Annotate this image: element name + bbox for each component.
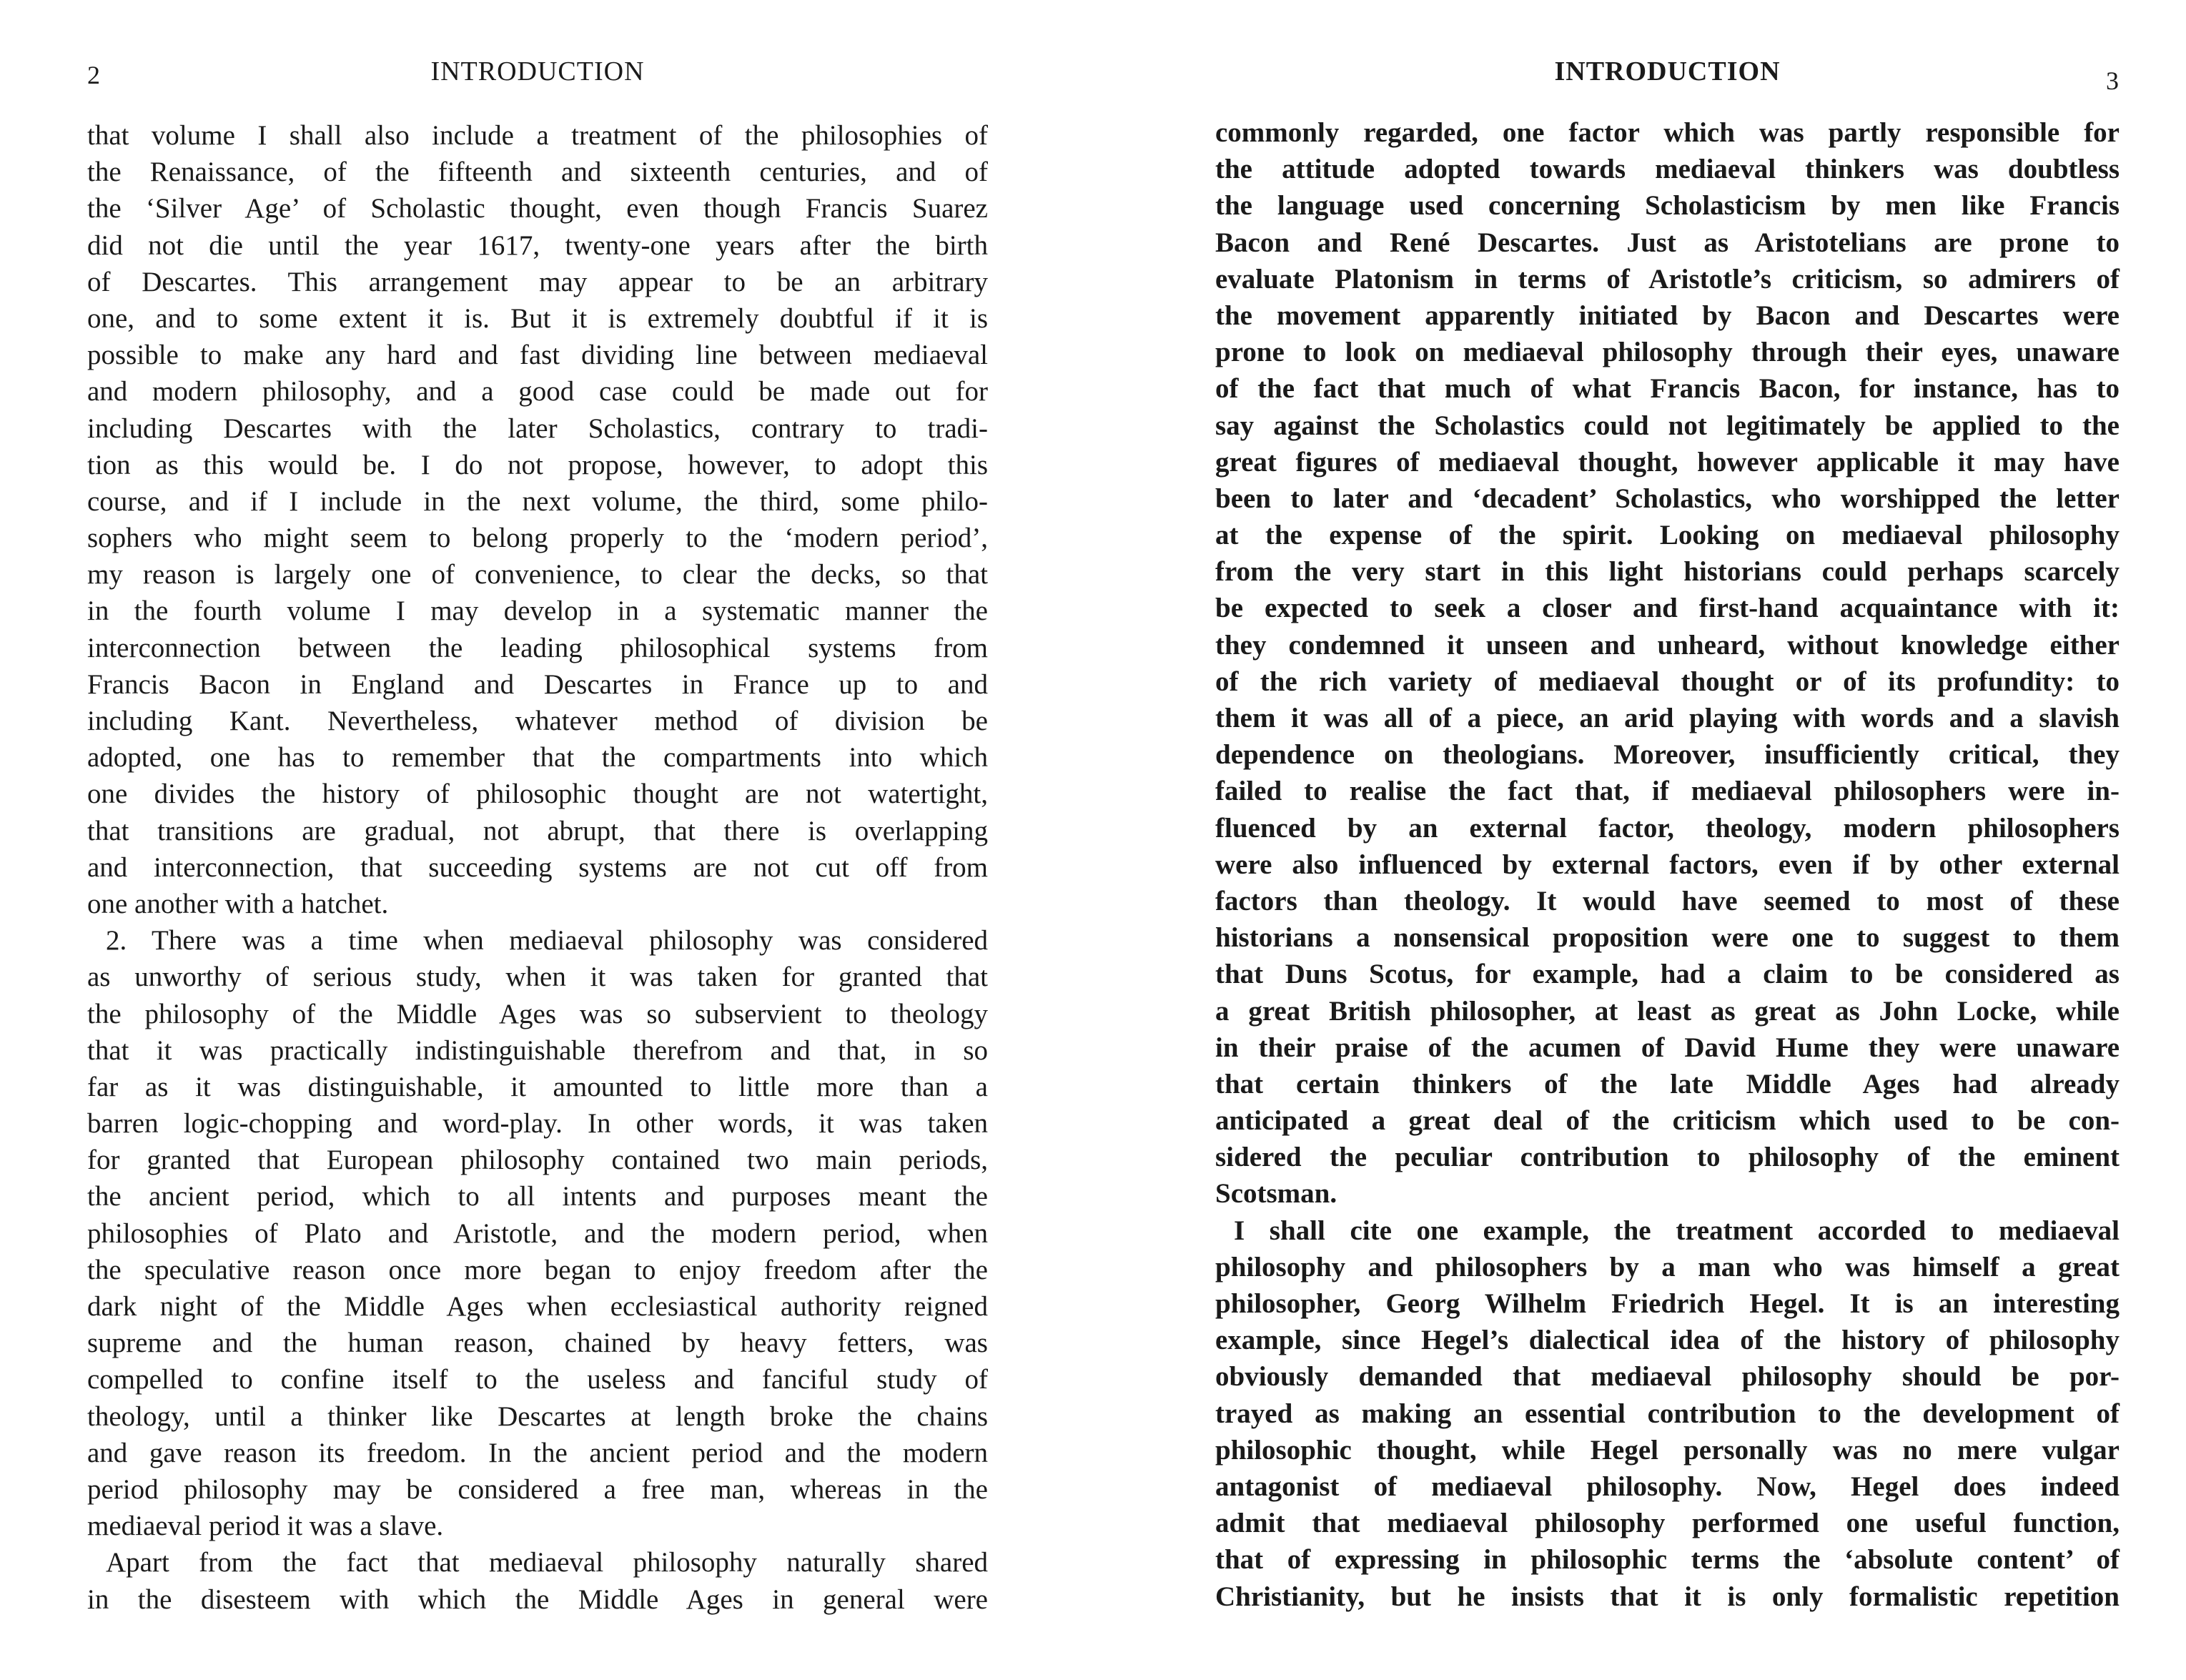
text-line: that Duns Scotus, for example, had a claim to be considered as <box>1215 959 2120 990</box>
right-body-text <box>1215 114 2120 1615</box>
text-line: interconnection between the leading philosophical systems from <box>87 632 988 663</box>
text-line: for granted that European philosophy contained two main periods, <box>87 1145 988 1176</box>
text-line: factors than theology. It would have seemed to most of these <box>1215 885 2120 916</box>
text-line: dependence on theologians. Moreover, insufficiently critical, they <box>1215 739 2120 771</box>
text-line: admit that mediaeval philosophy performed one useful function, <box>1215 1508 2120 1539</box>
text-line: including Kant. Nevertheless, whatever method of division be <box>87 706 988 736</box>
text-line: mediaeval period it was a slave. <box>87 1511 444 1542</box>
text-line: and modern philosophy, and a good case could be made out for <box>87 376 988 407</box>
text-line: Scotsman. <box>1215 1178 1337 1210</box>
right-page-number: 3 <box>2106 66 2120 95</box>
text-line: the movement apparently initiated by Bacon and Descartes were <box>1215 300 2120 331</box>
right-running-title: INTRODUCTION <box>1554 56 1781 87</box>
text-line: Francis Bacon in England and Descartes in France up to and <box>87 668 988 700</box>
left-running-title: INTRODUCTION <box>430 56 645 87</box>
text-line: of the rich variety of mediaeval thought or of its profundity: to <box>1215 666 2120 697</box>
text-line: fluenced by an external factor, theology, modern philosophers <box>1215 812 2120 844</box>
text-line: the ancient period, which to all intents and purposes meant the <box>87 1181 988 1212</box>
text-line: as unworthy of serious study, when it was taken for granted that <box>87 962 988 993</box>
text-line: the ‘Silver Age’ of Scholastic thought, even though Francis Suarez <box>87 193 988 224</box>
text-line: Christianity, but he insists that it is only formalistic repetition <box>1215 1581 2120 1612</box>
text-line: the language used concerning Scholasticism by men like Francis <box>1215 190 2120 222</box>
text-line: one another with a hatchet. <box>87 888 389 919</box>
text-line: sidered the peculiar contribution to philosophy of the eminent <box>1215 1142 2120 1173</box>
text-line: philosophies of Plato and Aristotle, and the modern period, when <box>87 1217 988 1249</box>
left-body-text <box>87 117 988 1618</box>
text-line: they condemned it unseen and unheard, without knowledge either <box>1215 629 2120 661</box>
text-line: including Descartes with the later Scholastics, contrary to tradi- <box>87 412 988 444</box>
text-line: were also influenced by external factors, even if by other external <box>1215 849 2120 880</box>
text-line: adopted, one has to remember that the compartments into which <box>87 742 988 774</box>
text-line: I shall cite one example, the treatment accorded to mediaeval <box>1234 1215 2120 1246</box>
text-line: be expected to seek a closer and first-hand acquaintance with it: <box>1215 593 2120 624</box>
text-line: prone to look on mediaeval philosophy through their eyes, unaware <box>1215 337 2120 368</box>
text-line: say against the Scholastics could not legitimately be applied to the <box>1215 410 2120 441</box>
left-page <box>87 0 988 1618</box>
text-line: and gave reason its freedom. In the ancient period and the modern <box>87 1437 988 1468</box>
text-line: great figures of mediaeval thought, however applicable it may have <box>1215 446 2120 478</box>
text-line: commonly regarded, one factor which was partly responsible for <box>1215 117 2120 148</box>
text-line: and interconnection, that succeeding systems are not cut off from <box>87 851 988 883</box>
text-line: Apart from the fact that mediaeval philosophy naturally shared <box>106 1547 988 1578</box>
text-line: one, and to some extent it is. But it is extremely doubtful if it is <box>87 302 988 334</box>
text-line: the attitude adopted towards mediaeval thinkers was doubtless <box>1215 154 2120 185</box>
text-line: philosophy and philosophers by a man who was himself a great <box>1215 1251 2120 1283</box>
text-line: them it was all of a piece, an arid playing with words and a slavish <box>1215 703 2120 733</box>
text-line: that certain thinkers of the late Middle Ages had already <box>1215 1068 2120 1100</box>
text-line: at the expense of the spirit. Looking on mediaeval philosophy <box>1215 520 2120 551</box>
left-running-head <box>87 56 988 99</box>
text-line: that it was practically indistinguishable therefrom and that, in so <box>87 1034 988 1066</box>
text-line: been to later and ‘decadent’ Scholastics, who worshipped the letter <box>1215 483 2120 514</box>
text-line: philosopher, Georg Wilhelm Friedrich Hegel. It is an interesting <box>1215 1288 2120 1319</box>
text-line: course, and if I include in the next volume, the third, some philo- <box>87 485 988 517</box>
text-line: antagonist of mediaeval philosophy. Now, Hegel does indeed <box>1215 1471 2120 1502</box>
text-line: one divides the history of philosophic thought are not watertight, <box>87 779 988 810</box>
text-line: period philosophy may be considered a free man, whereas in the <box>87 1473 988 1505</box>
right-running-head <box>1215 56 2120 99</box>
text-line: obviously demanded that mediaeval philosophy should be por- <box>1215 1361 2120 1393</box>
right-page <box>1215 0 2120 1615</box>
text-line: 2. There was a time when mediaeval philosophy was considered <box>106 925 988 957</box>
text-line: a great British philosopher, at least as great as John Locke, while <box>1215 995 2120 1027</box>
left-page-number: 2 <box>87 61 101 89</box>
text-line: Bacon and René Descartes. Just as Aristotelians are prone to <box>1215 227 2120 258</box>
text-line: far as it was distinguishable, it amounted to little more than a <box>87 1071 988 1102</box>
text-line: that of expressing in philosophic terms the ‘absolute content’ of <box>1215 1544 2120 1576</box>
text-line: sophers who might seem to belong properly to the ‘modern period’, <box>87 523 988 554</box>
text-line: of the fact that much of what Francis Bacon, for instance, has to <box>1215 373 2120 405</box>
text-line: anticipated a great deal of the criticism which used to be con- <box>1215 1105 2120 1137</box>
text-line: did not die until the year 1617, twenty-one years after the birth <box>87 229 988 261</box>
text-line: tion as this would be. I do not propose, however, to adopt this <box>87 449 988 480</box>
text-line: dark night of the Middle Ages when ecclesiastical authority reigned <box>87 1291 988 1322</box>
text-line: in the disesteem with which the Middle Ages in general were <box>87 1583 988 1615</box>
text-line: the Renaissance, of the fifteenth and sixteenth centuries, and of <box>87 157 988 188</box>
text-line: historians a nonsensical proposition were one to suggest to them <box>1215 922 2120 954</box>
text-line: from the very start in this light historians could perhaps scarcely <box>1215 556 2120 588</box>
text-line: example, since Hegel’s dialectical idea of the history of philosophy <box>1215 1325 2120 1356</box>
text-line: barren logic-chopping and word-play. In other words, it was taken <box>87 1108 988 1140</box>
text-line: in the fourth volume I may develop in a systematic manner the <box>87 596 988 627</box>
text-line: philosophic thought, while Hegel personally was no mere vulgar <box>1215 1434 2120 1466</box>
text-line: that volume I shall also include a treatment of the philosophies of <box>87 120 988 151</box>
text-line: my reason is largely one of convenience, to clear the decks, so that <box>87 559 988 591</box>
text-line: the speculative reason once more began to enjoy freedom after the <box>87 1254 988 1285</box>
text-line: trayed as making an essential contribution to the development of <box>1215 1398 2120 1429</box>
text-line: failed to realise the fact that, if mediaeval philosophers were in- <box>1215 776 2120 807</box>
text-line: that transitions are gradual, not abrupt, that there is overlapping <box>87 815 988 846</box>
text-line: theology, until a thinker like Descartes at length broke the chains <box>87 1400 988 1432</box>
text-line: supreme and the human reason, chained by heavy fetters, was <box>87 1328 988 1359</box>
text-line: the philosophy of the Middle Ages was so subservient to theology <box>87 998 988 1029</box>
text-line: compelled to confine itself to the useless and fanciful study of <box>87 1364 988 1395</box>
text-line: possible to make any hard and fast dividing line between mediaeval <box>87 340 988 371</box>
text-line: in their praise of the acumen of David Hume they were unaware <box>1215 1032 2120 1063</box>
text-line: evaluate Platonism in terms of Aristotle’s criticism, so admirers of <box>1215 263 2120 295</box>
text-line: of Descartes. This arrangement may appear to be an arbitrary <box>87 266 988 297</box>
